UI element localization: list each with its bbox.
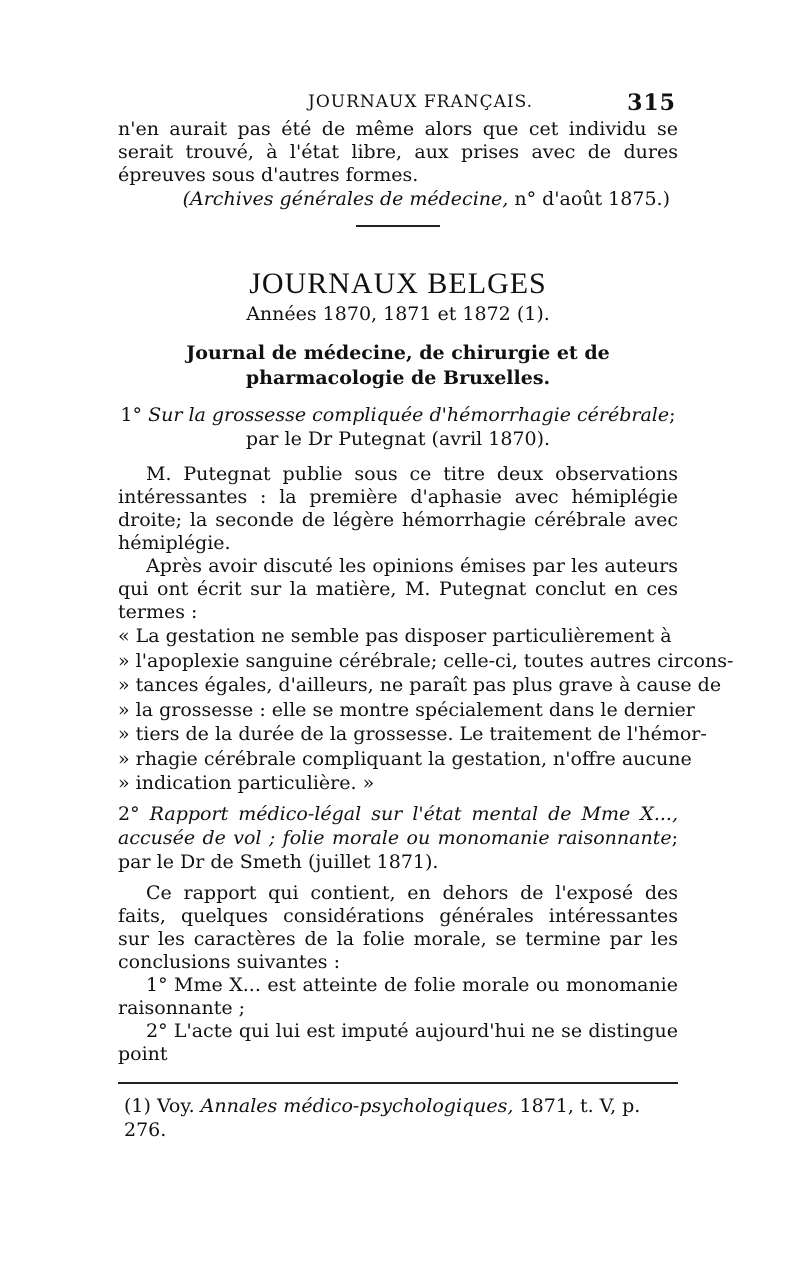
conclusion-2: 2° L'acte qui lui est imputé aujourd'hui ne se distingue point (118, 1019, 678, 1065)
quote-line: « La gestation ne semble pas disposer particulièrement à (118, 625, 672, 647)
quote-line: » rhagie cérébrale compliquant la gestation, n'offre aucune (118, 747, 692, 770)
section-heading: JOURNAUX BELGES (249, 267, 547, 300)
quotation-block (118, 624, 734, 796)
quote-line: » la grossesse : elle se montre spécialement dans le dernier (118, 698, 695, 721)
page-number: 315 (627, 90, 676, 116)
source-journal: (Archives générales de médecine, (182, 188, 509, 210)
journal-title: Journal de médecine, de chirurgie et de pharmacologie de Bruxelles. (186, 342, 610, 389)
footnote-marker: (1) Voy. (124, 1094, 195, 1117)
source-issue: n° d'août 1875.) (514, 188, 670, 210)
footnote-reference: 1871, t. V, p. 276. (124, 1094, 641, 1141)
quote-line: » indication particulière. » (118, 772, 375, 794)
article-1-number: 1° (120, 404, 143, 426)
paragraph-2-intro: Après avoir discuté les opinions émises par les auteurs qui ont écrit sur la matière, M. Putegnat conclut en ces termes : (118, 555, 678, 623)
running-head (118, 90, 678, 118)
article-2-title (118, 802, 678, 874)
source-citation (118, 187, 670, 211)
intro-paragraph: n'en aurait pas été de même alors que cet individu se serait trouvé, à l'état libre, aux prises avec de dures épreuves sous d'autres formes. (118, 118, 678, 186)
paragraph-3: Ce rapport qui contient, en dehors de l'exposé des faits, quelques considérations générales intéressantes sur les caractères de la folie morale, se termine par les conclusions suivantes : (118, 881, 678, 973)
footnote-rule (118, 1082, 678, 1084)
paragraph-1: M. Putegnat publie sous ce titre deux observations intéressantes : la première d'aphasie avec hémiplégie droite; la seconde de légère hémorrhagie cérébrale avec hémiplégie. (118, 463, 678, 554)
article-1-author: ; par le Dr Putegnat (avril 1870). (245, 404, 676, 450)
section-divider (356, 225, 440, 227)
article-2-author: ; par le Dr de Smeth (juillet 1871). (118, 826, 678, 873)
section-years: Années 1870, 1871 et 1872 (1). (246, 303, 550, 325)
article-1-title-italic: Sur la grossesse compliquée d'hémorrhagie cérébrale (148, 404, 670, 426)
quote-line: » tiers de la durée de la grossesse. Le traitement de l'hémor- (118, 723, 707, 745)
article-2-number: 2° (118, 802, 140, 825)
article-1-title (118, 403, 678, 451)
quote-line: » tances égales, d'ailleurs, ne paraît pas plus grave à cause de (118, 674, 722, 696)
conclusion-1: 1° Mme X... est atteinte de folie morale ou monomanie raisonnante ; (118, 973, 678, 1019)
footnote-journal: Annales médico-psychologiques, (200, 1094, 514, 1117)
quote-line: » l'apoplexie sanguine cérébrale; celle-ci, toutes autres circons- (118, 649, 734, 672)
footnote (124, 1094, 678, 1142)
article-2-title-italic: Rapport médico-légal sur l'état mental de Mme X..., accusée de vol ; folie morale ou monomanie raisonnante (118, 802, 678, 849)
running-head-title: JOURNAUX FRANÇAIS. (308, 92, 534, 112)
page (118, 90, 734, 1142)
